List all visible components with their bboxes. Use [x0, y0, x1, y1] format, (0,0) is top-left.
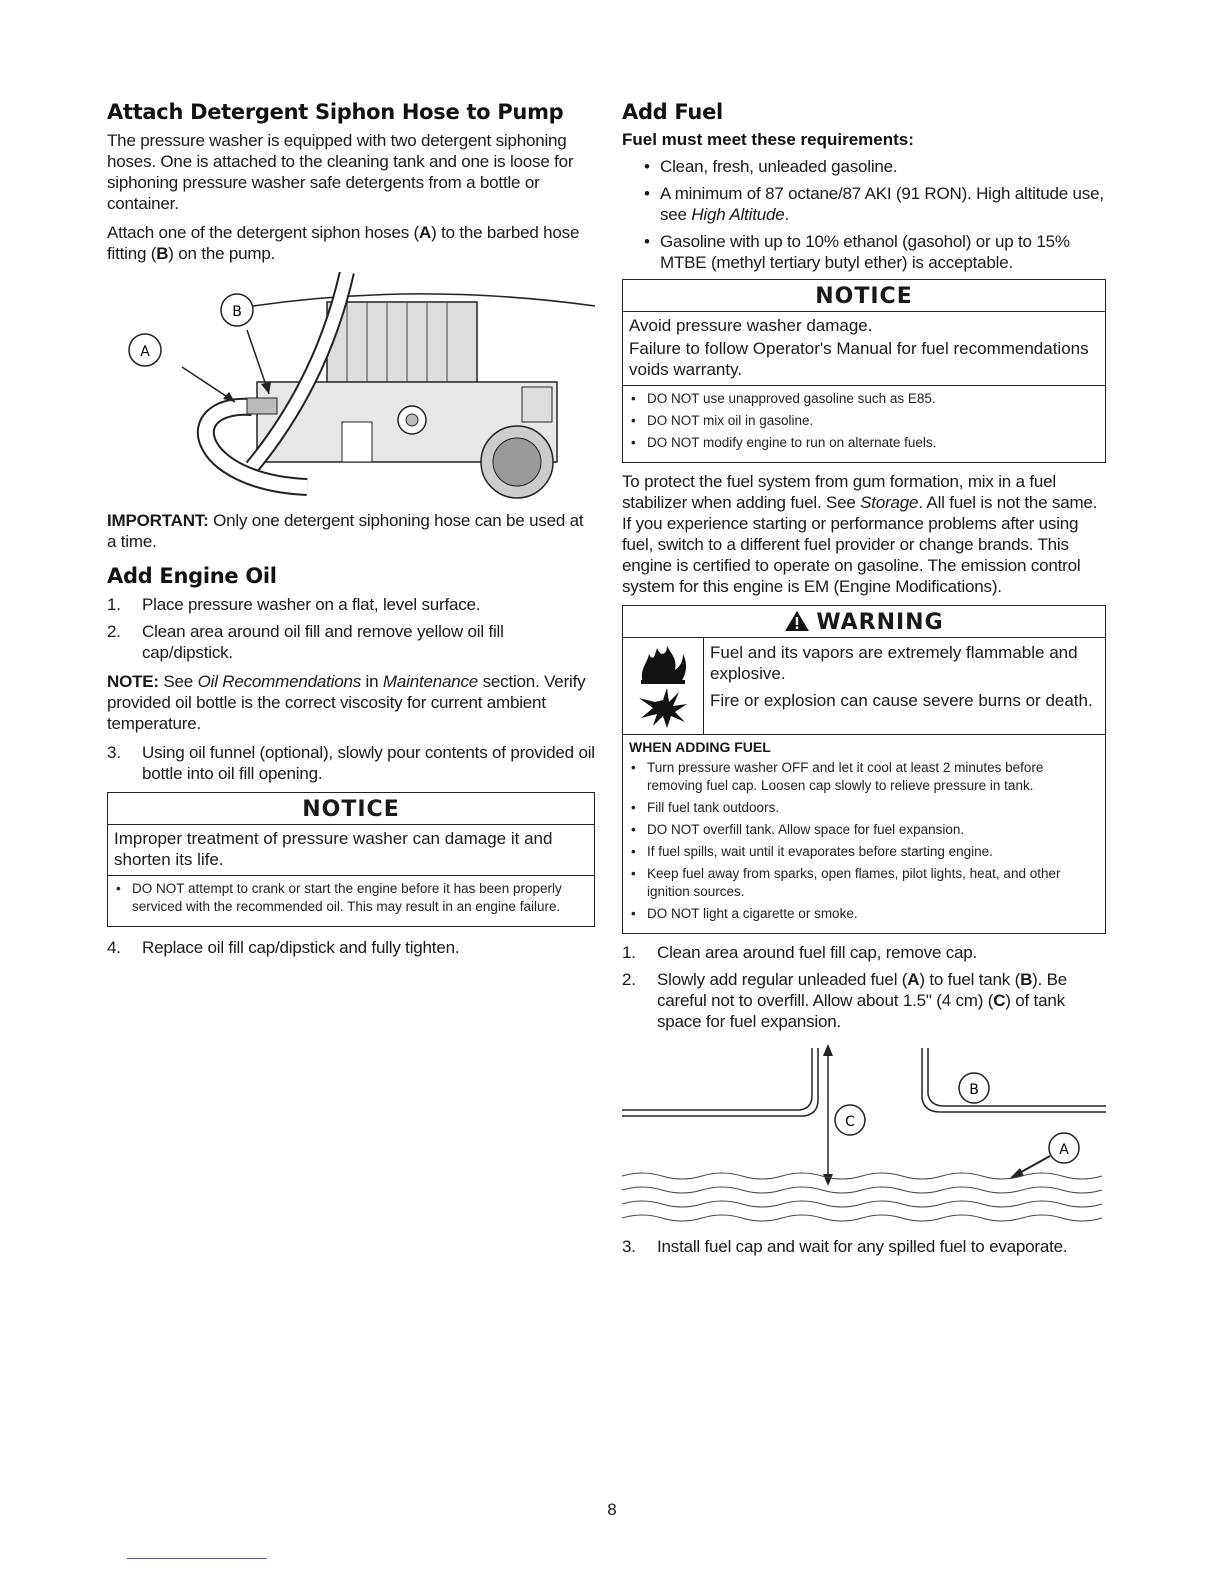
detergent-intro: The pressure washer is equipped with two detergent siphoning hoses. One is attached to the cleaning tank and one is loose for siphoning pressure washer safe detergents from a bottle or container.	[107, 131, 574, 213]
fuel-stabilizer-text: To protect the fuel system from gum formation, mix in a fuel stabilizer when adding fuel. See Storage. All fuel is not the same. If you experience starting or performance problems after using fuel, switch to a different fuel provider or change brands. This engine is certified to operate on gasoline. The emission control system for this engine is EM (Engine Modifications).	[622, 472, 1098, 596]
footer-rule	[127, 1558, 267, 1559]
page-number: 8	[607, 1500, 617, 1519]
notice-bullet: • DO NOT mix oil in gasoline.	[631, 413, 814, 428]
notice-bullet: • DO NOT use unapproved gasoline such as E85.	[631, 391, 936, 406]
oil-note: NOTE: See Oil Recommendations in Maintenance section. Verify provided oil bottle is the correct viscosity for current ambient temperature.	[107, 672, 586, 733]
warning-bullet: • Fill fuel tank outdoors.	[631, 800, 780, 815]
fuel-requirements	[622, 156, 1106, 273]
left-column	[107, 100, 595, 966]
detergent-heading: Attach Detergent Siphon Hose to Pump	[107, 100, 564, 124]
oil-heading: Add Engine Oil	[107, 564, 277, 588]
warning-bullet: • Turn pressure washer OFF and let it cool at least 2 minutes before removing fuel cap. Loosen cap slowly to relieve pressure in tank.	[631, 760, 1044, 793]
notice-message: Avoid pressure washer damage. Failure to follow Operator's Manual for fuel recommendations voids warranty.	[623, 312, 1105, 386]
notice-bullet: • DO NOT modify engine to run on alternate fuels.	[631, 435, 937, 450]
oil-step-3: 3. Using oil funnel (optional), slowly pour contents of provided oil bottle into oil fill opening.	[107, 743, 595, 783]
warning-triangle-icon	[784, 610, 810, 632]
fuel-req-2: • A minimum of 87 octane/87 AKI (91 RON). High altitude use, see High Altitude.	[644, 184, 1104, 224]
fuel-req-3: • Gasoline with up to 10% ethanol (gasohol) or up to 15% MTBE (methyl tertiary butyl ether) is acceptable.	[644, 232, 1070, 272]
oil-step-4: 4. Replace oil fill cap/dipstick and fully tighten.	[107, 938, 460, 957]
notice-title: NOTICE	[108, 793, 594, 825]
oil-steps-cont	[107, 742, 595, 784]
oil-notice-box	[107, 792, 595, 927]
warning-bullet: • DO NOT overfill tank. Allow space for fuel expansion.	[631, 822, 965, 837]
oil-step-2: 2. Clean area around oil fill and remove yellow oil fill cap/dipstick.	[107, 622, 504, 662]
fuel-figure-label-a: A	[1059, 1142, 1069, 1158]
explosion-hazard-icon	[637, 686, 689, 730]
warning-bullet: • If fuel spills, wait until it evaporates before starting engine.	[631, 844, 993, 859]
figure-label-a: A	[140, 344, 150, 360]
fuel-figure-label-b: B	[969, 1082, 979, 1098]
warning-hazards	[623, 638, 1105, 735]
fuel-warning-box	[622, 605, 1106, 934]
warning-bullet: • Keep fuel away from sparks, open flames, pilot lights, heat, and other ignition sources.	[631, 866, 1061, 899]
fuel-step-2: 2. Slowly add regular unleaded fuel (A) to fuel tank (B). Be careful not to overfill. Allow about 1.5" (4 cm) (C) of tank space for fuel expansion.	[622, 970, 1068, 1031]
fire-hazard-icon	[637, 642, 689, 686]
fuel-steps	[622, 942, 1106, 1032]
fuel-steps-final	[622, 1236, 1106, 1257]
notice-title: NOTICE	[623, 280, 1105, 312]
oil-step-1: 1. Place pressure washer on a flat, level surface.	[107, 595, 481, 614]
notice-bullet: • DO NOT attempt to crank or start the engine before it has been properly serviced with the recommended oil. This may result in an engine failure.	[116, 881, 562, 914]
figure-label-b: B	[232, 304, 242, 320]
right-column	[622, 100, 1106, 1265]
important-note: IMPORTANT: Only one detergent siphoning hose can be used at a time.	[107, 511, 584, 551]
fuel-step-3: 3. Install fuel cap and wait for any spilled fuel to evaporate.	[622, 1237, 1068, 1256]
notice-message: Improper treatment of pressure washer can damage it and shorten its life.	[108, 825, 594, 876]
fuel-notice-box	[622, 279, 1106, 463]
fuel-requirements-heading: Fuel must meet these requirements:	[622, 130, 914, 149]
notice-bullets	[623, 386, 1105, 462]
fuel-req-1: • Clean, fresh, unleaded gasoline.	[644, 157, 898, 176]
warning-hazard-text: Fuel and its vapors are extremely flammable and explosive. Fire or explosion can cause severe burns or death.	[710, 643, 1093, 710]
fuel-step-1: 1. Clean area around fuel fill cap, remove cap.	[622, 943, 978, 962]
warning-title: WARNING	[623, 606, 1105, 638]
warning-subheading: WHEN ADDING FUEL	[629, 739, 771, 755]
warning-bullets	[623, 755, 1105, 933]
notice-bullets	[108, 876, 594, 926]
oil-steps	[107, 594, 595, 663]
fuel-figure-label-c: C	[845, 1114, 855, 1130]
oil-steps-final	[107, 937, 595, 958]
fuel-tank-figure	[622, 1040, 1106, 1230]
fuel-heading: Add Fuel	[622, 100, 723, 124]
pump-hose-figure	[107, 272, 595, 504]
warning-icons	[623, 638, 704, 734]
detergent-attach-text: Attach one of the detergent siphon hoses (A) to the barbed hose fitting (B) on the pump.	[107, 223, 580, 263]
warning-bullet: • DO NOT light a cigarette or smoke.	[631, 906, 858, 921]
